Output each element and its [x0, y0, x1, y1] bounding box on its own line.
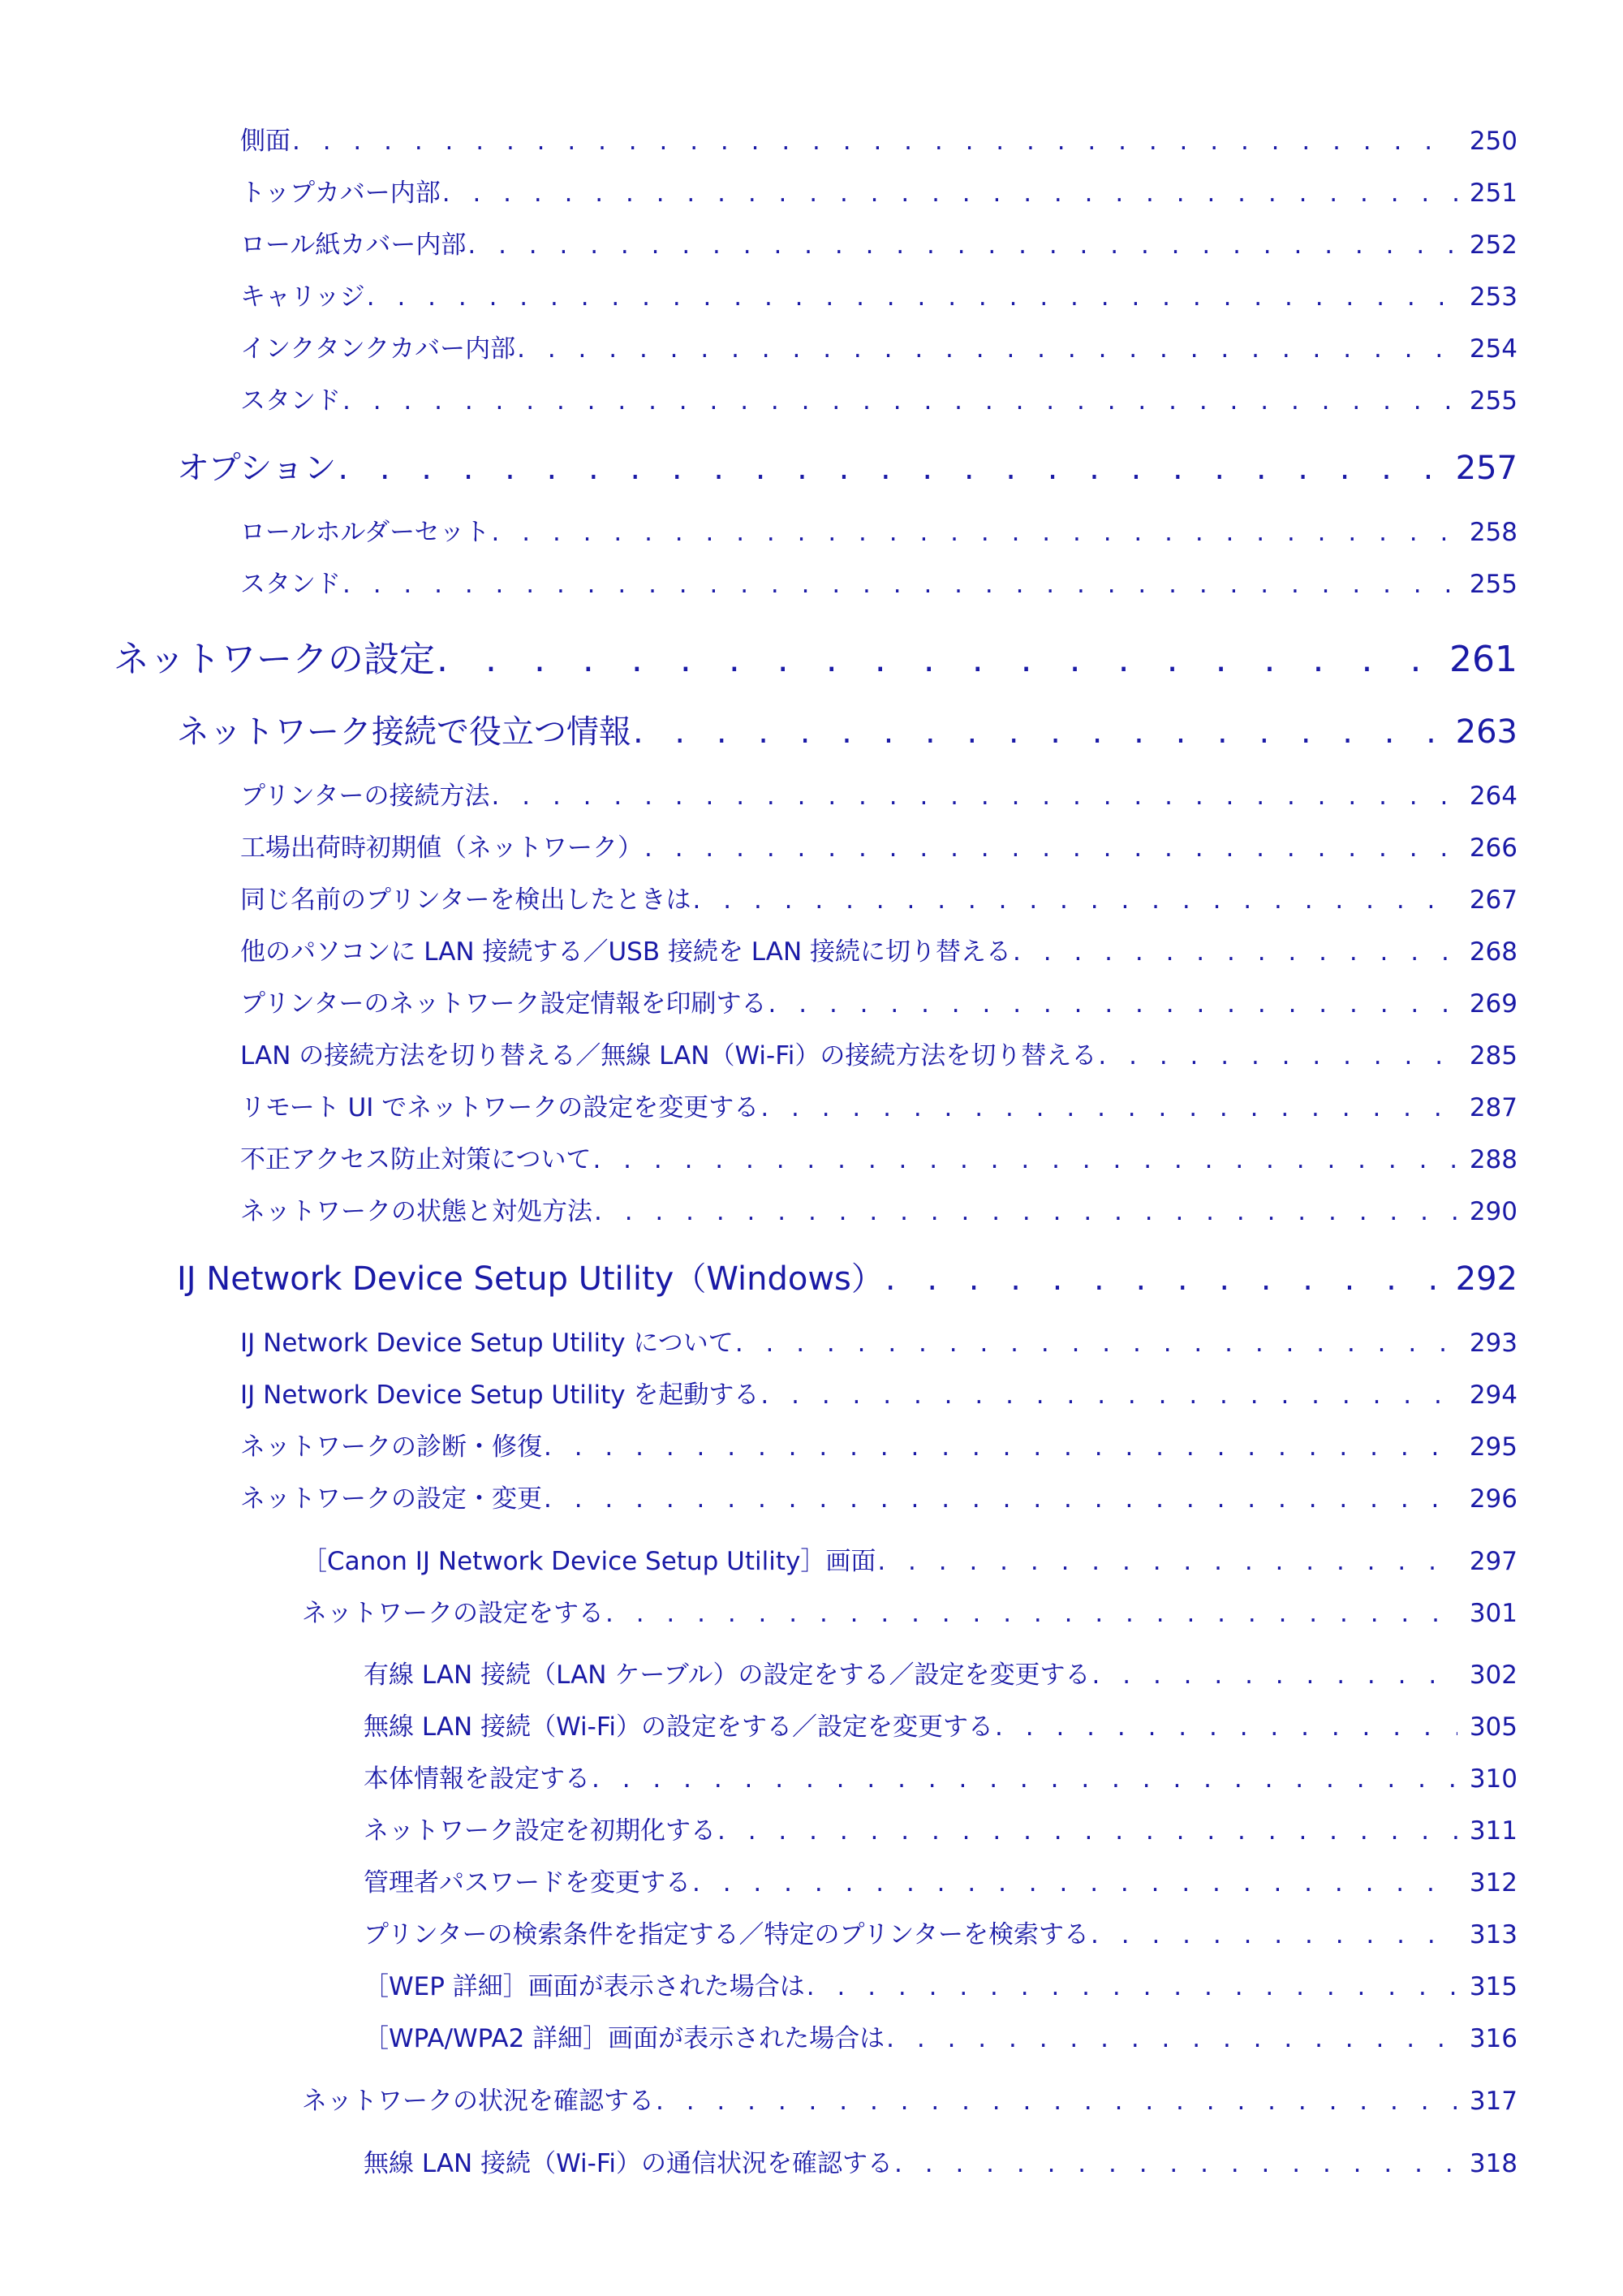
toc-entry-page: 258 — [1469, 518, 1518, 547]
toc-entry[interactable] — [240, 172, 1518, 209]
dot-leader — [592, 1145, 1457, 1174]
dot-leader — [760, 1381, 1457, 1410]
toc-entry-label: トップカバー内部 — [240, 179, 441, 208]
toc-entry-page: 285 — [1469, 1041, 1518, 1070]
toc-entry-label: 側面 — [240, 127, 291, 156]
toc-entry-page: 261 — [1449, 639, 1518, 680]
dot-leader — [735, 1329, 1457, 1358]
toc-entry-page: 305 — [1469, 1712, 1518, 1742]
dot-leader — [367, 282, 1457, 312]
dot-leader — [338, 450, 1449, 487]
toc-entry-page: 253 — [1469, 282, 1518, 312]
toc-section-heading[interactable] — [177, 706, 1518, 752]
toc-entry-page: 315 — [1469, 1972, 1518, 2001]
toc-entry-page: 310 — [1469, 1764, 1518, 1794]
toc-entry-page: 263 — [1455, 713, 1518, 751]
toc-entry[interactable] — [240, 1426, 1518, 1462]
toc-entry-page: 312 — [1469, 1868, 1518, 1898]
toc-entry-page: 266 — [1469, 834, 1518, 863]
toc-entry-page: 251 — [1469, 179, 1518, 208]
dot-leader — [644, 834, 1457, 863]
toc-entry-label: プリンターの検索条件を指定する／特定のプリンターを検索する — [364, 1920, 1090, 1949]
toc-entry[interactable] — [240, 827, 1518, 864]
toc-entry[interactable] — [364, 1654, 1518, 1691]
toc-entry[interactable] — [240, 879, 1518, 915]
dot-leader — [594, 1197, 1457, 1226]
dot-leader — [437, 639, 1441, 680]
toc-entry-page: 257 — [1455, 450, 1518, 487]
toc-entry[interactable] — [302, 1592, 1518, 1629]
dot-leader — [1091, 1920, 1457, 1949]
dot-leader — [492, 518, 1457, 547]
toc-entry-page: 302 — [1469, 1661, 1518, 1690]
dot-leader — [768, 989, 1457, 1019]
toc-entry-label: 不正アクセス防止対策について — [240, 1145, 592, 1174]
toc-entry-page: 255 — [1469, 570, 1518, 599]
dot-leader — [692, 1868, 1457, 1898]
toc-entry-label: スタンド — [240, 570, 341, 599]
toc-entry-label: リモート UI でネットワークの設定を変更する — [240, 1093, 760, 1122]
toc-entry-page: 293 — [1469, 1329, 1518, 1358]
toc-entry[interactable] — [364, 1914, 1518, 1950]
toc-entry[interactable] — [302, 1540, 1518, 1577]
toc-entry-label: ネットワークの設定 — [114, 639, 435, 680]
toc-entry-page: 252 — [1469, 230, 1518, 260]
toc-entry-page: 287 — [1469, 1093, 1518, 1122]
toc-entry-label: 管理者パスワードを変更する — [364, 1868, 691, 1898]
toc-entry[interactable] — [240, 120, 1518, 157]
dot-leader — [492, 782, 1457, 811]
toc-entry-page: 318 — [1469, 2149, 1518, 2178]
dot-leader — [544, 1484, 1457, 1514]
toc-entry[interactable] — [364, 2143, 1518, 2179]
toc-entry-label: ロールホルダーセット — [240, 518, 490, 547]
toc-entry-label: 無線 LAN 接続（Wi-Fi）の通信状況を確認する — [364, 2149, 893, 2178]
dot-leader — [442, 179, 1457, 208]
toc-entry-page: 264 — [1469, 782, 1518, 811]
toc-entry-page: 316 — [1469, 2024, 1518, 2053]
toc-entry-label: ネットワーク接続で役立つ情報 — [177, 713, 631, 751]
toc-entry-page: 297 — [1469, 1547, 1518, 1576]
toc-entry[interactable] — [240, 983, 1518, 1019]
toc-entry-label: プリンターのネットワーク設定情報を印刷する — [240, 989, 767, 1019]
dot-leader — [877, 1547, 1457, 1576]
toc-entry-page: 254 — [1469, 334, 1518, 364]
dot-leader — [517, 334, 1457, 364]
toc-entry-page: 296 — [1469, 1484, 1518, 1514]
dot-leader — [693, 885, 1457, 915]
dot-leader — [1013, 937, 1457, 967]
toc-entry[interactable] — [364, 1862, 1518, 1898]
toc-entry[interactable] — [240, 511, 1518, 548]
toc-entry-page: 267 — [1469, 885, 1518, 915]
toc-entry-page: 250 — [1469, 127, 1518, 156]
toc-entry-label: ネットワークの設定・変更 — [240, 1484, 542, 1514]
dot-leader — [633, 713, 1449, 751]
toc-entry-label: 有線 LAN 接続（LAN ケーブル）の設定をする／設定を変更する — [364, 1661, 1091, 1690]
toc-entry[interactable] — [364, 1758, 1518, 1794]
toc-section-heading[interactable] — [177, 442, 1518, 489]
toc-entry-label: キャリッジ — [240, 282, 365, 312]
toc-entry-label: ネットワークの設定をする — [302, 1599, 604, 1628]
dot-leader — [1092, 1661, 1457, 1690]
toc-entry-label: ネットワークの状態と対処方法 — [240, 1197, 592, 1226]
toc-entry[interactable] — [240, 563, 1518, 600]
toc-entry[interactable] — [240, 1139, 1518, 1175]
toc-entry-label: ネットワークの診断・修復 — [240, 1432, 542, 1462]
dot-leader — [342, 570, 1457, 599]
toc-entry[interactable] — [364, 1706, 1518, 1742]
toc-chapter-heading[interactable] — [114, 630, 1518, 682]
toc-entry[interactable] — [240, 1374, 1518, 1411]
dot-leader — [1098, 1041, 1457, 1070]
toc-entry-page: 301 — [1469, 1599, 1518, 1628]
toc-entry-page: 255 — [1469, 386, 1518, 416]
toc-entry-label: 本体情報を設定する — [364, 1764, 590, 1794]
toc-entry-label: LAN の接続方法を切り替える／無線 LAN（Wi-Fi）の接続方法を切り替える — [240, 1041, 1097, 1070]
dot-leader — [656, 2087, 1457, 2116]
toc-entry[interactable] — [240, 775, 1518, 812]
toc-entry[interactable] — [364, 1966, 1518, 2002]
toc-entry-page: 268 — [1469, 937, 1518, 967]
toc-entry-label: 他のパソコンに LAN 接続する／USB 接続を LAN 接続に切り替える — [240, 937, 1012, 967]
toc-entry-label: IJ Network Device Setup Utility（Windows） — [177, 1260, 884, 1298]
toc-section-heading[interactable] — [177, 1253, 1518, 1299]
toc-entry[interactable] — [240, 328, 1518, 364]
dot-leader — [592, 1764, 1457, 1794]
toc-entry-label: スタンド — [240, 386, 341, 416]
dot-leader — [605, 1599, 1457, 1628]
toc-entry[interactable] — [240, 1322, 1518, 1359]
dot-leader — [807, 1972, 1457, 2001]
dot-leader — [760, 1093, 1457, 1122]
toc-entry-page: 317 — [1469, 2087, 1518, 2116]
toc-entry-label: ［WPA/WPA2 詳細］画面が表示された場合は — [364, 2024, 885, 2053]
dot-leader — [894, 2149, 1457, 2178]
toc-entry-label: ［Canon IJ Network Device Setup Utility］画面 — [302, 1547, 876, 1576]
toc-entry-label: ネットワーク設定を初期化する — [364, 1816, 716, 1846]
toc-entry[interactable] — [240, 380, 1518, 416]
toc-entry[interactable] — [364, 2018, 1518, 2054]
toc-entry-page: 311 — [1469, 1816, 1518, 1846]
dot-leader — [885, 1260, 1449, 1298]
toc-entry-label: 工場出荷時初期値（ネットワーク） — [240, 834, 643, 863]
toc-entry-label: ネットワークの状況を確認する — [302, 2087, 654, 2116]
dot-leader — [544, 1432, 1457, 1462]
toc-entry-label: ロール紙カバー内部 — [240, 230, 467, 260]
toc-entry-page: 290 — [1469, 1197, 1518, 1226]
toc-entry[interactable] — [240, 1035, 1518, 1071]
toc-entry[interactable] — [302, 2080, 1518, 2117]
toc-entry-page: 292 — [1455, 1260, 1518, 1298]
toc-entry[interactable] — [240, 1087, 1518, 1123]
dot-leader — [292, 127, 1457, 156]
dot-leader — [995, 1712, 1457, 1742]
toc-entry[interactable] — [240, 276, 1518, 312]
toc-entry[interactable] — [364, 1810, 1518, 1846]
toc-entry-label: 無線 LAN 接続（Wi-Fi）の設定をする／設定を変更する — [364, 1712, 994, 1742]
toc-entry-page: 269 — [1469, 989, 1518, 1019]
toc-entry-label: オプション — [177, 450, 337, 487]
toc-entry-label: 同じ名前のプリンターを検出したときは — [240, 885, 691, 915]
toc-entry-page: 294 — [1469, 1381, 1518, 1410]
toc-entry[interactable] — [240, 224, 1518, 261]
toc-entry[interactable] — [240, 931, 1518, 967]
toc-entry-label: IJ Network Device Setup Utility について — [240, 1329, 734, 1358]
toc-entry[interactable] — [240, 1191, 1518, 1227]
toc-entry-page: 288 — [1469, 1145, 1518, 1174]
toc-entry-label: IJ Network Device Setup Utility を起動する — [240, 1381, 760, 1410]
toc-entry[interactable] — [240, 1478, 1518, 1514]
toc-entry-label: インクタンクカバー内部 — [240, 334, 516, 364]
toc-entry-label: プリンターの接続方法 — [240, 782, 490, 811]
dot-leader — [886, 2024, 1457, 2053]
toc-entry-label: ［WEP 詳細］画面が表示された場合は — [364, 1972, 805, 2001]
dot-leader — [467, 230, 1457, 260]
dot-leader — [342, 386, 1457, 416]
toc-entry-page: 313 — [1469, 1920, 1518, 1949]
toc-entry-page: 295 — [1469, 1432, 1518, 1462]
dot-leader — [717, 1816, 1457, 1846]
